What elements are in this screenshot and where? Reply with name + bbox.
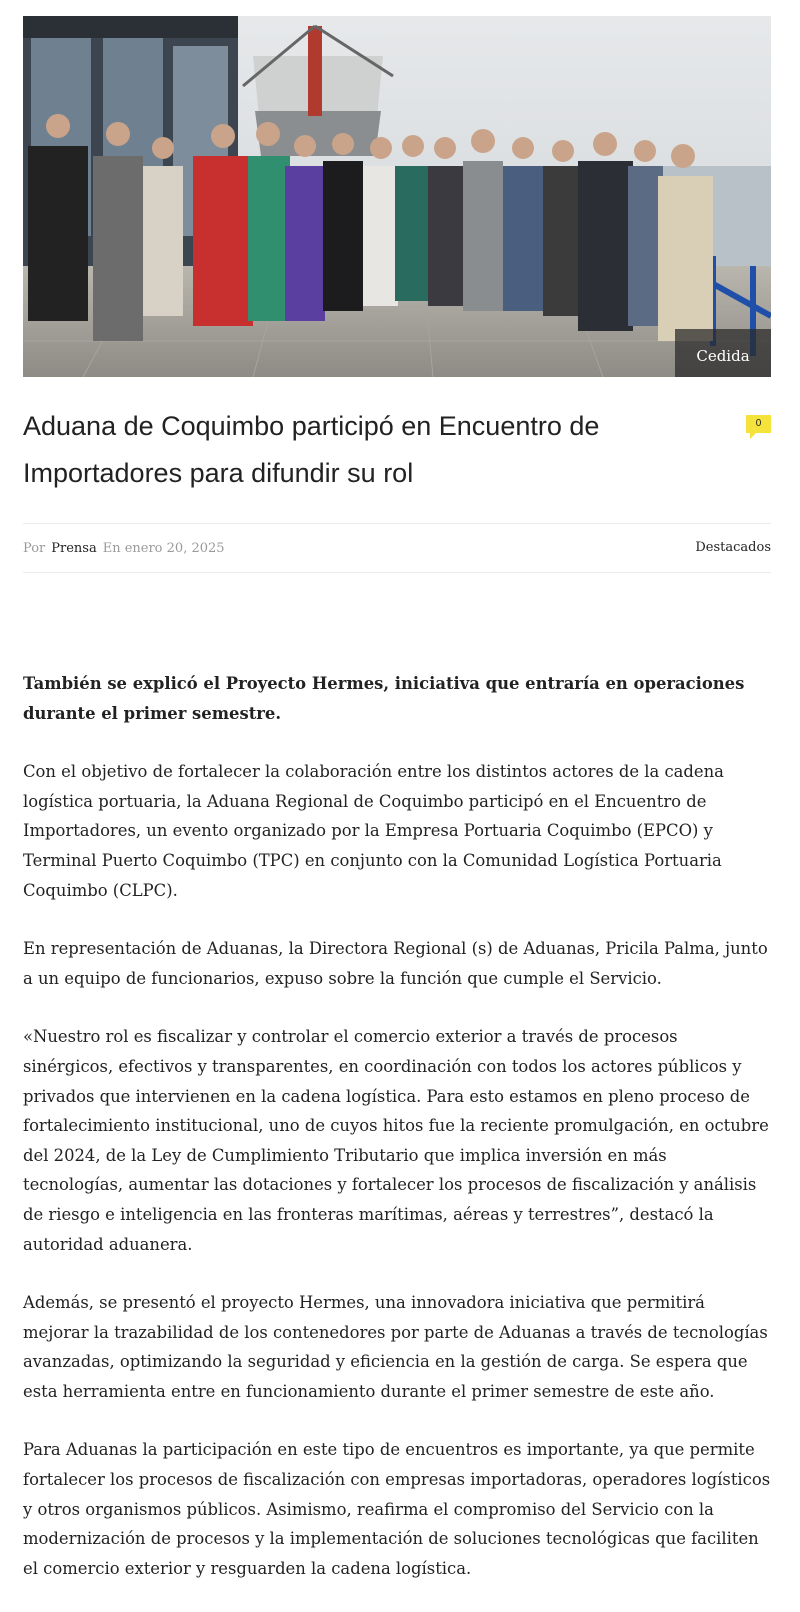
author-link[interactable]: Prensa (51, 540, 97, 556)
article-meta (23, 523, 771, 573)
title-row (23, 403, 771, 501)
article-title: Aduana de Coquimbo participó en Encuentro de Importadores para difundir su rol (23, 411, 600, 488)
comment-count-badge[interactable] (746, 415, 771, 433)
article-paragraph: Para Aduanas la participación en este tipo de encuentros es importante, ya que permite fortalecer los procesos de fiscalización con empresas importadoras, operadores logísticos y otros organismos públicos. Asimismo, reafirma el compromiso del Servicio con la modernización de procesos y la implementación de soluciones tecnológicas que faciliten el comercio exterior y resguarden la cadena logística. (23, 1440, 771, 1578)
publish-date: En enero 20, 2025 (102, 540, 225, 556)
article-paragraph: Con el objetivo de fortalecer la colaboración entre los distintos actores de la cadena logística portuaria, la Aduana Regional de Coquimbo participó en el Encuentro de Importadores, un evento organizado por la Empresa Portuaria Coquimbo (EPCO) y Terminal Puerto Coquimbo (TPC) en conjunto con la Comunidad Logística Portuaria Coquimbo (CLPC). (23, 762, 724, 900)
article-paragraph: Además, se presentó el proyecto Hermes, una innovadora iniciativa que permitirá mejorar la trazabilidad de los contenedores por parte de Aduanas a través de tecnologías avanzadas, optimizando la seguridad y eficiencia en la gestión de carga. Se espera que esta herramienta entre en funcionamiento durante el primer semestre de este año. (23, 1293, 768, 1401)
byline-label: Por (23, 540, 46, 556)
article-body (23, 669, 771, 1583)
group-photo-image (23, 16, 771, 377)
hero-photo[interactable] (23, 16, 771, 377)
article-page (23, 16, 771, 1612)
article-paragraph: «Nuestro rol es fiscalizar y controlar el comercio exterior a través de procesos sinérgicos, efectivos y transparentes, en coordinación con todos los actores públicos y privados que intervienen en la cadena logística. Para esto estamos en pleno proceso de fortalecimiento institucional, uno de cuyos hitos fue la reciente promulgación, en octubre del 2024, de la Ley de Cumplimiento Tributario que implica inversión en más tecnologías, aumentar las dotaciones y fortalecer los procesos de fiscalización y análisis de riesgo e inteligencia en las fronteras marítimas, aéreas y terrestres”, destacó la autoridad aduanera. (23, 1027, 769, 1254)
comment-count: 0 (755, 418, 762, 429)
category-link[interactable]: Destacados (695, 540, 771, 555)
article-paragraph: En representación de Aduanas, la Directora Regional (s) de Aduanas, Pricila Palma, junto a un equipo de funcionarios, expuso sobre la función que cumple el Servicio. (23, 939, 768, 988)
photo-caption: Cedida (675, 329, 771, 377)
article-lead: También se explicó el Proyecto Hermes, iniciativa que entraría en operaciones durante el primer semestre. (23, 674, 745, 723)
